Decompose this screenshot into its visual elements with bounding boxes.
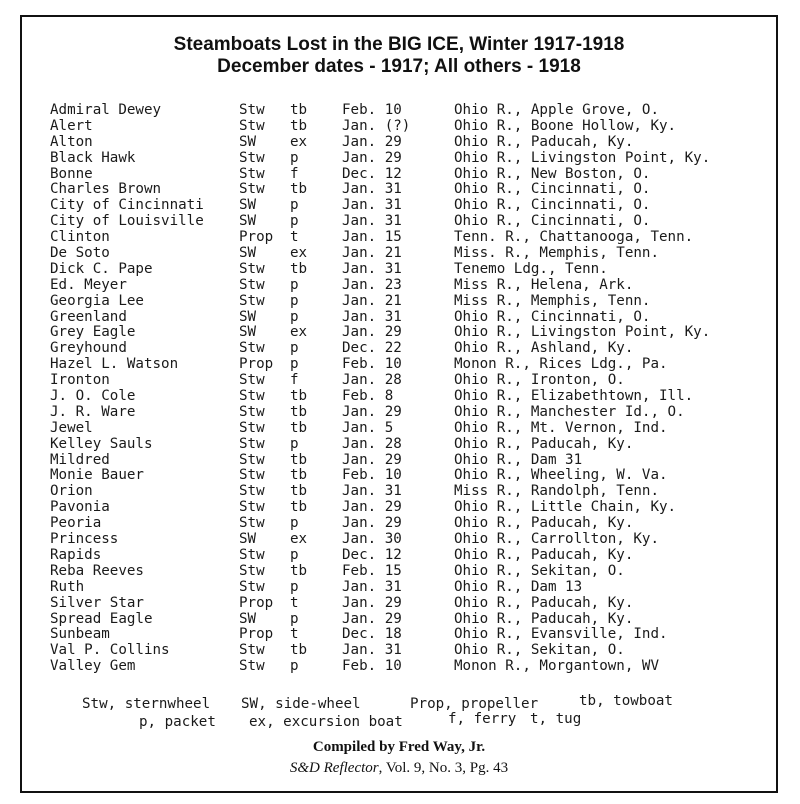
loss-date: Feb. 10 — [342, 658, 402, 675]
steamboat-list — [50, 103, 770, 675]
loss-date: Jan. 29 — [342, 610, 402, 627]
boat-type: Stw — [239, 102, 265, 118]
legend-prop: Prop, propeller — [410, 696, 539, 712]
boat-name: Spread Eagle — [50, 610, 153, 627]
table-row — [50, 596, 770, 612]
title-line-1: Steamboats Lost in the BIG ICE, Winter 1917-1918 — [173, 34, 625, 55]
legend-f: f, ferry — [448, 711, 517, 727]
boat-name: Mildred — [50, 451, 110, 468]
table-row — [50, 182, 770, 198]
boat-name: Greyhound — [50, 340, 127, 357]
table-row — [50, 214, 770, 230]
loss-location: Ohio R., Ironton, O. — [454, 372, 625, 389]
boat-name: J. R. Ware — [50, 403, 136, 420]
table-row — [50, 484, 770, 500]
loss-location: Miss. R., Memphis, Tenn. — [454, 245, 659, 262]
loss-location: Miss R., Randolph, Tenn. — [454, 483, 659, 500]
table-row — [50, 468, 770, 484]
table-row — [50, 341, 770, 357]
boat-class: t — [290, 594, 299, 611]
boat-type: Prop — [239, 356, 274, 373]
document-frame — [20, 15, 778, 793]
boat-class: t — [290, 626, 299, 643]
boat-class: ex — [290, 133, 308, 150]
boat-name: Grey Eagle — [50, 324, 136, 341]
boat-name: Monie Bauer — [50, 467, 144, 484]
table-row — [50, 230, 770, 246]
boat-type: Stw — [239, 451, 265, 468]
boat-type: SW — [239, 610, 257, 627]
boat-type: SW — [239, 133, 257, 150]
table-row — [50, 500, 770, 516]
loss-date: Jan. 30 — [342, 531, 402, 548]
boat-class: f — [290, 372, 299, 389]
boat-name: Ed. Meyer — [50, 276, 127, 293]
loss-date: Jan. 31 — [342, 181, 402, 198]
loss-date: Feb. 10 — [342, 467, 402, 484]
table-row — [50, 532, 770, 548]
legend-tb: tb, towboat — [579, 693, 673, 709]
boat-class: p — [290, 578, 299, 595]
loss-date: Feb. 15 — [342, 562, 402, 579]
boat-name: Black Hawk — [50, 149, 136, 166]
boat-name: Ironton — [50, 372, 110, 389]
boat-class: tb — [290, 451, 308, 468]
boat-name: City of Cincinnati — [50, 197, 204, 214]
loss-date: Jan. 28 — [342, 435, 402, 452]
boat-type: Stw — [239, 467, 265, 484]
boat-class: tb — [290, 388, 308, 405]
loss-date: Jan. 21 — [342, 292, 402, 309]
boat-class: p — [290, 213, 299, 230]
boat-class: tb — [290, 499, 308, 516]
boat-type: Stw — [239, 499, 265, 516]
boat-type: Prop — [239, 594, 274, 611]
loss-date: Jan. 29 — [342, 499, 402, 516]
boat-type: Stw — [239, 260, 265, 277]
boat-type: SW — [239, 197, 257, 214]
loss-date: Jan. 31 — [342, 642, 402, 659]
loss-location: Ohio R., Paducah, Ky. — [454, 133, 634, 150]
loss-location: Ohio R., Cincinnati, O. — [454, 308, 651, 325]
loss-date: Jan. 29 — [342, 515, 402, 532]
boat-type: Stw — [239, 578, 265, 595]
loss-location: Ohio R., Little Chain, Ky. — [454, 499, 677, 516]
boat-type: Stw — [239, 642, 265, 659]
loss-location: Ohio R., Ashland, Ky. — [454, 340, 634, 357]
legend-ex: ex, excursion boat — [249, 714, 403, 730]
loss-date: Feb. 10 — [342, 102, 402, 118]
boat-type: Stw — [239, 117, 265, 134]
table-row — [50, 246, 770, 262]
legend-p: p, packet — [139, 714, 216, 730]
boat-name: De Soto — [50, 245, 110, 262]
table-row — [50, 437, 770, 453]
loss-location: Ohio R., Boone Hollow, Ky. — [454, 117, 677, 134]
loss-location: Ohio R., Mt. Vernon, Ind. — [454, 419, 668, 436]
boat-class: tb — [290, 181, 308, 198]
boat-name: Jewel — [50, 419, 93, 436]
loss-location: Miss R., Helena, Ark. — [454, 276, 634, 293]
boat-type: Stw — [239, 292, 265, 309]
loss-location: Monon R., Morgantown, WV — [454, 658, 659, 675]
loss-date: Dec. 12 — [342, 165, 402, 182]
boat-type: Stw — [239, 435, 265, 452]
boat-class: tb — [290, 483, 308, 500]
boat-name: Princess — [50, 531, 119, 548]
loss-date: Jan. 31 — [342, 578, 402, 595]
boat-class: ex — [290, 245, 308, 262]
boat-type: Prop — [239, 229, 274, 246]
boat-type: Stw — [239, 515, 265, 532]
boat-class: tb — [290, 642, 308, 659]
boat-class: tb — [290, 102, 308, 118]
table-row — [50, 294, 770, 310]
boat-name: Rapids — [50, 546, 102, 563]
boat-class: ex — [290, 324, 308, 341]
table-row — [50, 310, 770, 326]
boat-name: Hazel L. Watson — [50, 356, 179, 373]
loss-date: Dec. 12 — [342, 546, 402, 563]
boat-name: J. O. Cole — [50, 388, 136, 405]
boat-name: Bonne — [50, 165, 93, 182]
table-row — [50, 119, 770, 135]
table-row — [50, 357, 770, 373]
boat-name: Alert — [50, 117, 93, 134]
table-row — [50, 262, 770, 278]
boat-name: Georgia Lee — [50, 292, 144, 309]
loss-location: Ohio R., Paducah, Ky. — [454, 610, 634, 627]
boat-name: City of Louisville — [50, 213, 204, 230]
boat-class: p — [290, 197, 299, 214]
loss-date: Jan. 23 — [342, 276, 402, 293]
legend-stw: Stw, sternwheel — [82, 696, 211, 712]
loss-location: Ohio R., Manchester Id., O. — [454, 403, 685, 420]
boat-type: Stw — [239, 483, 265, 500]
loss-date: Jan. 29 — [342, 594, 402, 611]
loss-location: Tenn. R., Chattanooga, Tenn. — [454, 229, 694, 246]
loss-location: Ohio R., Carrollton, Ky. — [454, 531, 659, 548]
boat-name: Silver Star — [50, 594, 144, 611]
boat-class: tb — [290, 419, 308, 436]
table-row — [50, 612, 770, 628]
table-row — [50, 389, 770, 405]
boat-name: Peoria — [50, 515, 102, 532]
issue-info: , Vol. 9, No. 3, Pg. 43 — [378, 760, 509, 776]
boat-class: p — [290, 546, 299, 563]
loss-date: Jan. 31 — [342, 260, 402, 277]
loss-date: Jan. 31 — [342, 483, 402, 500]
loss-date: Jan. 29 — [342, 451, 402, 468]
boat-type: SW — [239, 245, 257, 262]
loss-location: Ohio R., Elizabethtown, Ill. — [454, 388, 694, 405]
boat-name: Valley Gem — [50, 658, 136, 675]
boat-type: Stw — [239, 340, 265, 357]
loss-date: Jan. 31 — [342, 213, 402, 230]
boat-type: Stw — [239, 276, 265, 293]
loss-date: Feb. 10 — [342, 356, 402, 373]
boat-class: tb — [290, 562, 308, 579]
boat-type: SW — [239, 308, 257, 325]
table-row — [50, 135, 770, 151]
boat-name: Reba Reeves — [50, 562, 144, 579]
loss-date: Jan. 21 — [342, 245, 402, 262]
boat-type: Prop — [239, 626, 274, 643]
boat-type: Stw — [239, 149, 265, 166]
boat-type: Stw — [239, 546, 265, 563]
boat-class: p — [290, 340, 299, 357]
boat-type: Stw — [239, 658, 265, 675]
loss-location: Ohio R., Dam 31 — [454, 451, 583, 468]
loss-location: Ohio R., Wheeling, W. Va. — [454, 467, 668, 484]
boat-type: Stw — [239, 181, 265, 198]
boat-class: p — [290, 149, 299, 166]
loss-location: Ohio R., Sekitan, O. — [454, 642, 625, 659]
boat-class: tb — [290, 117, 308, 134]
table-row — [50, 373, 770, 389]
loss-location: Ohio R., Dam 13 — [454, 578, 583, 595]
loss-date: Jan. 29 — [342, 403, 402, 420]
loss-location: Ohio R., Cincinnati, O. — [454, 197, 651, 214]
loss-location: Ohio R., Paducah, Ky. — [454, 594, 634, 611]
boat-name: Greenland — [50, 308, 127, 325]
loss-location: Ohio R., Cincinnati, O. — [454, 181, 651, 198]
boat-class: p — [290, 276, 299, 293]
table-row — [50, 278, 770, 294]
boat-name: Dick C. Pape — [50, 260, 153, 277]
table-row — [50, 580, 770, 596]
table-row — [50, 421, 770, 437]
loss-location: Tenemo Ldg., Tenn. — [454, 260, 608, 277]
boat-class: f — [290, 165, 299, 182]
table-row — [50, 516, 770, 532]
table-row — [50, 151, 770, 167]
table-row — [50, 198, 770, 214]
boat-class: p — [290, 435, 299, 452]
boat-class: tb — [290, 403, 308, 420]
boat-name: Pavonia — [50, 499, 110, 516]
boat-name: Admiral Dewey — [50, 102, 162, 118]
loss-location: Ohio R., Paducah, Ky. — [454, 546, 634, 563]
loss-date: Jan. 29 — [342, 324, 402, 341]
boat-class: p — [290, 515, 299, 532]
boat-name: Charles Brown — [50, 181, 162, 198]
boat-type: Stw — [239, 419, 265, 436]
loss-location: Ohio R., Livingston Point, Ky. — [454, 149, 711, 166]
loss-date: Jan. 29 — [342, 149, 402, 166]
boat-class: t — [290, 229, 299, 246]
boat-type: Stw — [239, 372, 265, 389]
table-row — [50, 564, 770, 580]
table-row — [50, 405, 770, 421]
boat-name: Kelley Sauls — [50, 435, 153, 452]
boat-type: SW — [239, 531, 257, 548]
table-row — [50, 627, 770, 643]
boat-class: p — [290, 658, 299, 675]
table-row — [50, 643, 770, 659]
loss-date: Jan. 15 — [342, 229, 402, 246]
table-row — [50, 659, 770, 675]
loss-location: Ohio R., Apple Grove, O. — [454, 102, 659, 118]
boat-name: Ruth — [50, 578, 85, 595]
boat-class: p — [290, 292, 299, 309]
loss-date: Jan. 29 — [342, 133, 402, 150]
loss-date: Feb. 8 — [342, 388, 394, 405]
legend-sw: SW, side-wheel — [241, 696, 361, 712]
boat-class: p — [290, 610, 299, 627]
loss-date: Dec. 18 — [342, 626, 402, 643]
boat-name: Alton — [50, 133, 93, 150]
boat-name: Clinton — [50, 229, 110, 246]
loss-location: Ohio R., Cincinnati, O. — [454, 213, 651, 230]
boat-type: SW — [239, 213, 257, 230]
boat-name: Val P. Collins — [50, 642, 170, 659]
boat-class: ex — [290, 531, 308, 548]
boat-name: Orion — [50, 483, 93, 500]
compiled-by: Compiled by Fred Way, Jr. — [312, 739, 486, 755]
loss-location: Ohio R., Paducah, Ky. — [454, 435, 634, 452]
title-line-2: December dates - 1917; All others - 1918 — [217, 56, 581, 77]
boat-class: tb — [290, 467, 308, 484]
loss-location: Ohio R., Evansville, Ind. — [454, 626, 668, 643]
loss-date: Jan. 31 — [342, 197, 402, 214]
table-row — [50, 325, 770, 341]
publication-name: S&D Reflector — [289, 760, 379, 776]
boat-class: p — [290, 356, 299, 373]
boat-type: SW — [239, 324, 257, 341]
loss-location: Ohio R., Paducah, Ky. — [454, 515, 634, 532]
boat-type: Stw — [239, 562, 265, 579]
boat-type: Stw — [239, 388, 265, 405]
legend-t: t, tug — [530, 711, 582, 727]
loss-location: Ohio R., New Boston, O. — [454, 165, 651, 182]
boat-class: p — [290, 308, 299, 325]
table-row — [50, 453, 770, 469]
loss-location: Ohio R., Livingston Point, Ky. — [454, 324, 711, 341]
source-citation — [22, 760, 776, 777]
loss-location: Miss R., Memphis, Tenn. — [454, 292, 651, 309]
boat-class: tb — [290, 260, 308, 277]
boat-name: Sunbeam — [50, 626, 110, 643]
loss-location: Ohio R., Sekitan, O. — [454, 562, 625, 579]
table-row — [50, 167, 770, 183]
loss-date: Jan. 31 — [342, 308, 402, 325]
boat-type: Stw — [239, 165, 265, 182]
loss-date: Jan. 5 — [342, 419, 394, 436]
loss-date: Jan. 28 — [342, 372, 402, 389]
table-row — [50, 548, 770, 564]
table-row — [50, 103, 770, 119]
loss-date: Dec. 22 — [342, 340, 402, 357]
boat-type: Stw — [239, 403, 265, 420]
loss-date: Jan. (?) — [342, 117, 411, 134]
loss-location: Monon R., Rices Ldg., Pa. — [454, 356, 668, 373]
